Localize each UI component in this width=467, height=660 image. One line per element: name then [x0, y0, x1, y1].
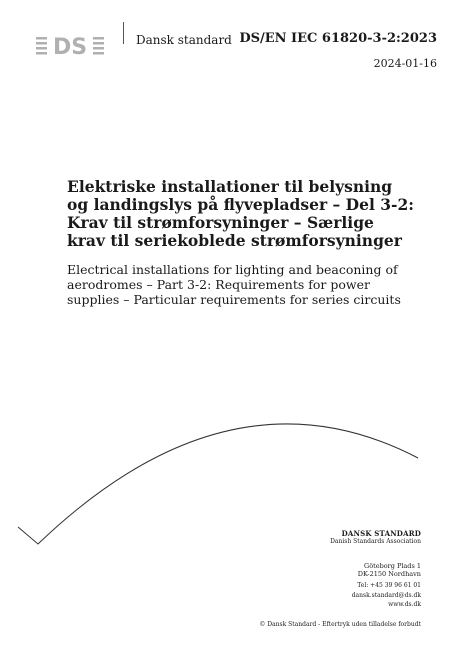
org-name: DANSK STANDARD	[341, 529, 421, 538]
copyright-notice: © Dansk Standard - Eftertryk uden tilladelse forbudt	[259, 621, 421, 628]
email-link[interactable]: dansk.standard@ds.dk	[351, 592, 421, 599]
phone-number: Tel: +45 39 96 61 01	[357, 582, 421, 589]
org-subtitle: Danish Standards Association	[330, 538, 421, 545]
title-english: Electrical installations for lighting and beaconing of aerodromes – Part 3-2: Requirements for power supplies – Particular requirements for series circuits	[67, 262, 401, 307]
address-line-1: Göteborg Plads 1	[364, 562, 421, 570]
publication-date: 2024-01-16	[373, 57, 437, 70]
standard-label: Dansk standard	[136, 33, 232, 47]
website-link[interactable]: www.ds.dk	[388, 601, 421, 608]
title-danish: Elektriske installationer til belysning og landingslys på flyvepladser – Del 3-2: Krav til strømforsyninger – Særlige krav til seriekoblede strømforsyninger	[67, 177, 414, 250]
address-line-2: DK-2150 Nordhavn	[357, 570, 421, 578]
logo-text: DS	[52, 35, 88, 56]
document-number: DS/EN IEC 61820-3-2:2023	[239, 31, 437, 46]
